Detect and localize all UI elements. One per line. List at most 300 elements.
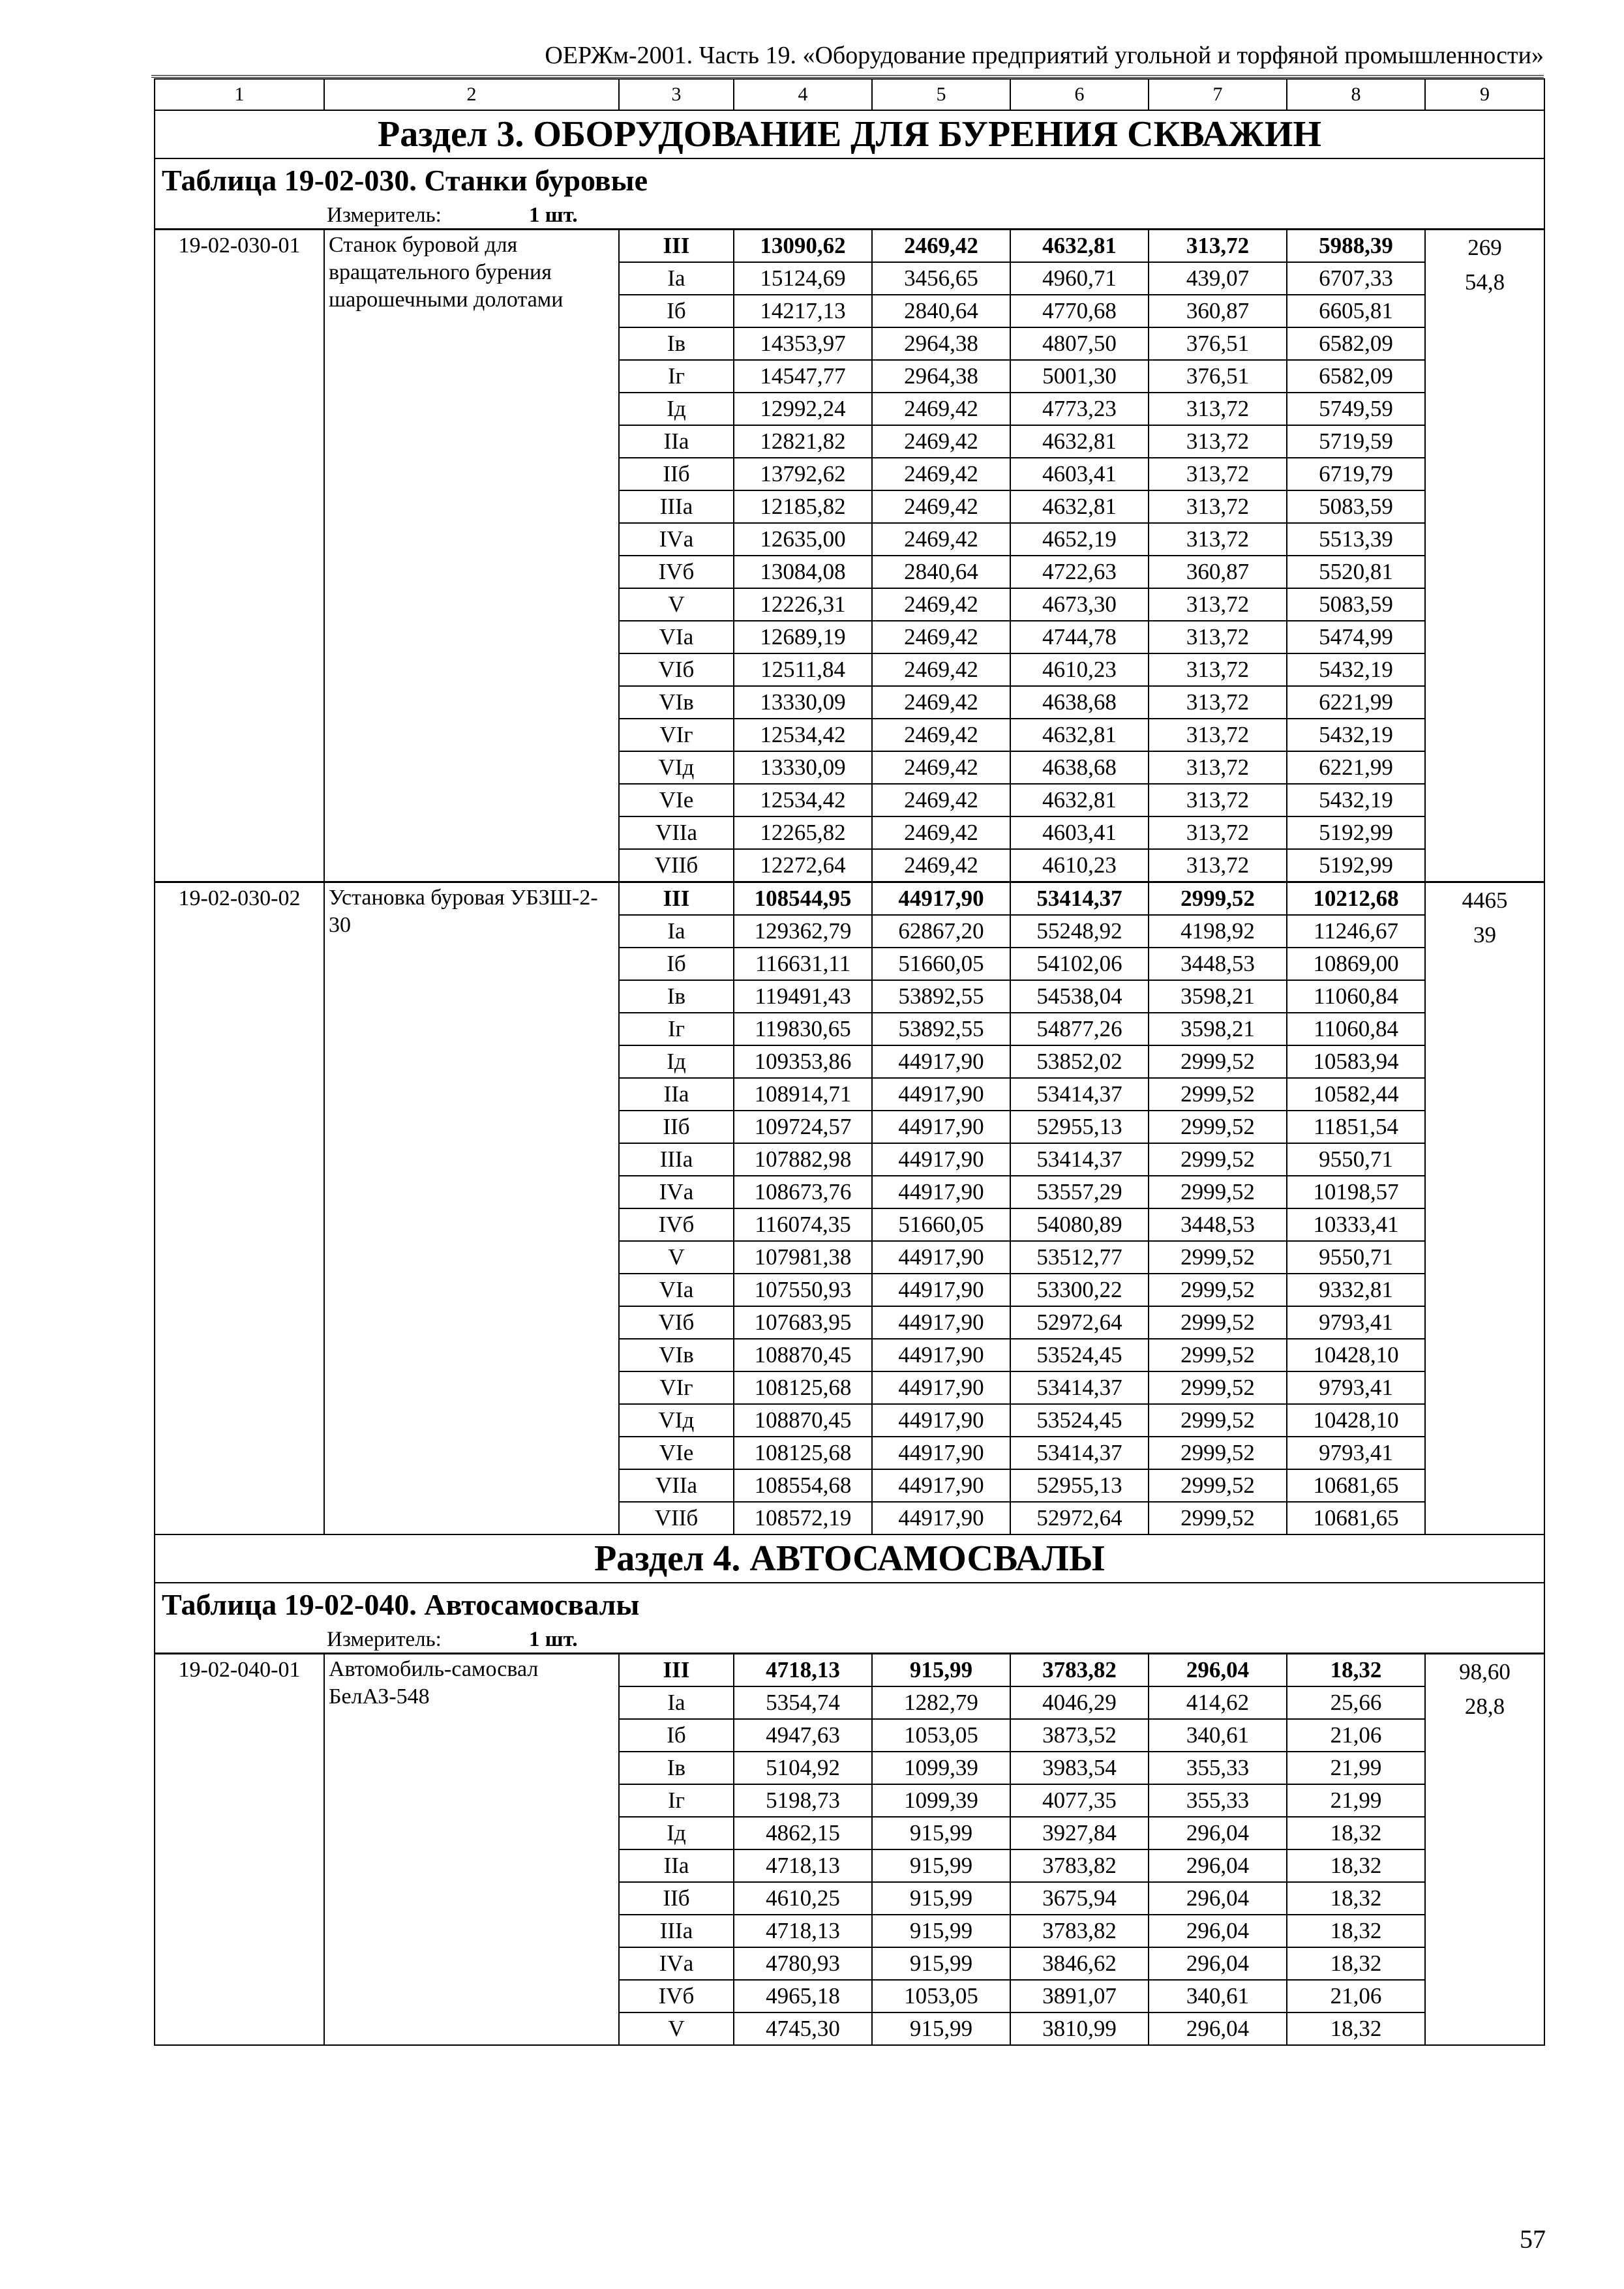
zone-cell: Iв [619,327,734,360]
value-cell: 2840,64 [872,556,1010,588]
value-cell: 53892,55 [872,1013,1010,1045]
value-cell: 3846,62 [1010,1947,1149,1980]
value-cell: 12265,82 [734,816,872,849]
value-cell: 14547,77 [734,360,872,393]
value-cell: 1053,05 [872,1980,1010,2012]
column-number: 4 [734,79,872,110]
zone-cell: Iа [619,915,734,948]
value-cell: 296,04 [1149,1654,1287,1687]
value-cell: 53524,45 [1010,1404,1149,1437]
value-cell: 10198,57 [1287,1176,1425,1208]
zone-cell: IVб [619,556,734,588]
value-cell: 108125,68 [734,1437,872,1469]
value-cell: 108673,76 [734,1176,872,1208]
value-cell: 44917,90 [872,1045,1010,1078]
value-cell: 12534,42 [734,784,872,816]
value-cell: 5083,59 [1287,490,1425,523]
value-cell: 107882,98 [734,1143,872,1176]
column-9-value: 4465 [1462,888,1508,913]
section-row [155,1534,1544,1583]
value-cell: 12511,84 [734,653,872,686]
value-cell: 2999,52 [1149,1404,1287,1437]
price-table [154,78,1545,2046]
value-cell: 18,32 [1287,1654,1425,1687]
value-cell: 2469,42 [872,784,1010,816]
zone-cell: III [619,882,734,916]
value-cell: 21,99 [1287,1784,1425,1817]
value-cell: 116074,35 [734,1208,872,1241]
value-cell: 4632,81 [1010,425,1149,458]
column-number: 8 [1287,79,1425,110]
value-cell: 313,72 [1149,784,1287,816]
zone-cell: VIа [619,621,734,653]
column-9-cell [1425,882,1544,1535]
item-name: Автомобиль-самосвал БелАЗ-548 [324,1654,619,2046]
value-cell: 2840,64 [872,295,1010,327]
value-cell: 11060,84 [1287,980,1425,1013]
value-cell: 14217,13 [734,295,872,327]
value-cell: 108870,45 [734,1404,872,1437]
value-cell: 12534,42 [734,719,872,751]
zone-cell: Iг [619,1013,734,1045]
value-cell: 915,99 [872,1817,1010,1849]
value-cell: 44917,90 [872,1404,1010,1437]
value-cell: 53892,55 [872,980,1010,1013]
value-cell: 4947,63 [734,1719,872,1752]
value-cell: 21,06 [1287,1719,1425,1752]
value-cell: 51660,05 [872,948,1010,980]
value-cell: 360,87 [1149,295,1287,327]
value-cell: 18,32 [1287,1817,1425,1849]
value-cell: 44917,90 [872,1339,1010,1371]
zone-cell: VIа [619,1274,734,1306]
value-cell: 3873,52 [1010,1719,1149,1752]
value-cell: 915,99 [872,1654,1010,1687]
value-cell: 54538,04 [1010,980,1149,1013]
value-cell: 44917,90 [872,1306,1010,1339]
value-cell: 5192,99 [1287,816,1425,849]
value-cell: 10428,10 [1287,1339,1425,1371]
value-cell: 4960,71 [1010,262,1149,295]
value-cell: 13792,62 [734,458,872,490]
value-cell: 313,72 [1149,621,1287,653]
value-cell: 53557,29 [1010,1176,1149,1208]
value-cell: 18,32 [1287,1882,1425,1915]
value-cell: 108914,71 [734,1078,872,1111]
value-cell: 4603,41 [1010,816,1149,849]
value-cell: 3783,82 [1010,1915,1149,1947]
value-cell: 313,72 [1149,230,1287,263]
value-cell: 2469,42 [872,816,1010,849]
column-number: 9 [1425,79,1544,110]
zone-cell: IIIа [619,1915,734,1947]
value-cell: 18,32 [1287,1849,1425,1882]
column-number: 5 [872,79,1010,110]
value-cell: 12992,24 [734,393,872,425]
zone-cell: V [619,588,734,621]
value-cell: 44917,90 [872,1469,1010,1502]
value-cell: 4652,19 [1010,523,1149,556]
value-cell: 11851,54 [1287,1111,1425,1143]
value-cell: 5520,81 [1287,556,1425,588]
value-cell: 5749,59 [1287,393,1425,425]
value-cell: 2999,52 [1149,1306,1287,1339]
value-cell: 53414,37 [1010,1143,1149,1176]
value-cell: 6221,99 [1287,686,1425,719]
value-cell: 2999,52 [1149,1045,1287,1078]
value-cell: 4610,23 [1010,653,1149,686]
value-cell: 4770,68 [1010,295,1149,327]
value-cell: 313,72 [1149,816,1287,849]
value-cell: 1099,39 [872,1784,1010,1817]
zone-cell: VIг [619,1371,734,1404]
value-cell: 53414,37 [1010,1437,1149,1469]
value-cell: 2469,42 [872,230,1010,263]
item-name: Установка буровая УБЗШ-2-30 [324,882,619,1535]
value-cell: 313,72 [1149,588,1287,621]
value-cell: 313,72 [1149,653,1287,686]
value-cell: 107683,95 [734,1306,872,1339]
column-number: 3 [619,79,734,110]
value-cell: 116631,11 [734,948,872,980]
value-cell: 6605,81 [1287,295,1425,327]
value-cell: 12689,19 [734,621,872,653]
value-cell: 44917,90 [872,1176,1010,1208]
measure-row [155,202,1544,230]
item-name: Станок буровой для вращательного бурения шарошечными долотами [324,230,619,882]
value-cell: 21,06 [1287,1980,1425,2012]
value-cell: 2469,42 [872,523,1010,556]
zone-cell: IVб [619,1980,734,2012]
item-code: 19-02-040-01 [155,1654,324,2046]
value-cell: 2469,42 [872,458,1010,490]
value-cell: 54877,26 [1010,1013,1149,1045]
value-cell: 13084,08 [734,556,872,588]
value-cell: 313,72 [1149,719,1287,751]
value-cell: 107981,38 [734,1241,872,1274]
measure-cell [155,202,1544,230]
value-cell: 340,61 [1149,1980,1287,2012]
value-cell: 2999,52 [1149,1371,1287,1404]
value-cell: 5104,92 [734,1752,872,1784]
zone-cell: IVа [619,523,734,556]
zone-cell: Iа [619,1686,734,1719]
value-cell: 915,99 [872,1882,1010,1915]
zone-cell: V [619,2012,734,2045]
value-cell: 439,07 [1149,262,1287,295]
value-cell: 4807,50 [1010,327,1149,360]
value-cell: 1053,05 [872,1719,1010,1752]
value-cell: 13330,09 [734,751,872,784]
value-cell: 2469,42 [872,621,1010,653]
value-cell: 4722,63 [1010,556,1149,588]
table-title: Таблица 19-02-040. Автосамосвалы [155,1583,1544,1626]
value-cell: 9550,71 [1287,1143,1425,1176]
value-cell: 5432,19 [1287,784,1425,816]
value-cell: 9793,41 [1287,1437,1425,1469]
value-cell: 12185,82 [734,490,872,523]
zone-cell: VIIб [619,1502,734,1534]
value-cell: 355,33 [1149,1752,1287,1784]
value-cell: 4632,81 [1010,719,1149,751]
value-cell: 296,04 [1149,1947,1287,1980]
value-cell: 13330,09 [734,686,872,719]
value-cell: 376,51 [1149,360,1287,393]
value-cell: 2469,42 [872,849,1010,882]
value-cell: 10681,65 [1287,1502,1425,1534]
zone-cell: Iб [619,1719,734,1752]
column-number-row [155,79,1544,110]
value-cell: 6582,09 [1287,360,1425,393]
page-number: 57 [1520,2224,1546,2254]
measure-cell [155,1626,1544,1654]
value-cell: 2469,42 [872,425,1010,458]
section-row [155,110,1544,158]
column-9-value: 39 [1473,922,1496,948]
value-cell: 4773,23 [1010,393,1149,425]
value-cell: 5001,30 [1010,360,1149,393]
zone-cell: VIг [619,719,734,751]
zone-cell: IVб [619,1208,734,1241]
column-9-value: 54,8 [1464,269,1505,295]
value-cell: 44917,90 [872,882,1010,916]
value-cell: 5432,19 [1287,719,1425,751]
value-cell: 3456,65 [872,262,1010,295]
value-cell: 313,72 [1149,849,1287,882]
value-cell: 3448,53 [1149,1208,1287,1241]
value-cell: 355,33 [1149,1784,1287,1817]
value-cell: 4046,29 [1010,1686,1149,1719]
value-cell: 4603,41 [1010,458,1149,490]
value-cell: 5988,39 [1287,230,1425,263]
value-cell: 108554,68 [734,1469,872,1502]
column-9-cell [1425,1654,1544,2046]
value-cell: 4718,13 [734,1915,872,1947]
value-cell: 109724,57 [734,1111,872,1143]
zone-cell: VIв [619,1339,734,1371]
value-cell: 915,99 [872,1849,1010,1882]
zone-cell: VIв [619,686,734,719]
value-cell: 4610,25 [734,1882,872,1915]
value-cell: 4077,35 [1010,1784,1149,1817]
value-cell: 119830,65 [734,1013,872,1045]
value-cell: 3448,53 [1149,948,1287,980]
value-cell: 109353,86 [734,1045,872,1078]
value-cell: 10333,41 [1287,1208,1425,1241]
section-title: Раздел 4. АВТОСАМОСВАЛЫ [155,1534,1544,1583]
value-cell: 313,72 [1149,393,1287,425]
value-cell: 313,72 [1149,686,1287,719]
zone-cell: VIIб [619,849,734,882]
value-cell: 53300,22 [1010,1274,1149,1306]
value-cell: 6719,79 [1287,458,1425,490]
value-cell: 4718,13 [734,1654,872,1687]
value-cell: 10583,94 [1287,1045,1425,1078]
value-cell: 4673,30 [1010,588,1149,621]
value-cell: 296,04 [1149,1817,1287,1849]
value-cell: 129362,79 [734,915,872,948]
value-cell: 44917,90 [872,1371,1010,1404]
value-cell: 3783,82 [1010,1654,1149,1687]
zone-cell: IIа [619,425,734,458]
value-cell: 2999,52 [1149,1274,1287,1306]
value-cell: 108870,45 [734,1339,872,1371]
value-cell: 11246,67 [1287,915,1425,948]
value-cell: 376,51 [1149,327,1287,360]
zone-cell: V [619,1241,734,1274]
zone-cell: VIIа [619,1469,734,1502]
value-cell: 13090,62 [734,230,872,263]
value-cell: 4632,81 [1010,490,1149,523]
value-cell: 54080,89 [1010,1208,1149,1241]
zone-cell: Iб [619,295,734,327]
value-cell: 15124,69 [734,262,872,295]
value-cell: 2999,52 [1149,1469,1287,1502]
zone-cell: Iв [619,980,734,1013]
section-title: Раздел 3. ОБОРУДОВАНИЕ ДЛЯ БУРЕНИЯ СКВАЖИН [155,110,1544,158]
value-cell: 10212,68 [1287,882,1425,916]
value-cell: 2469,42 [872,588,1010,621]
value-cell: 4638,68 [1010,686,1149,719]
zone-cell: Iд [619,1045,734,1078]
value-cell: 2999,52 [1149,882,1287,916]
value-cell: 18,32 [1287,1915,1425,1947]
value-cell: 4198,92 [1149,915,1287,948]
value-cell: 52972,64 [1010,1306,1149,1339]
zone-cell: III [619,1654,734,1687]
zone-cell: VIд [619,751,734,784]
value-cell: 3983,54 [1010,1752,1149,1784]
value-cell: 53414,37 [1010,882,1149,916]
value-cell: 2999,52 [1149,1339,1287,1371]
value-cell: 3598,21 [1149,980,1287,1013]
zone-cell: Iд [619,1817,734,1849]
value-cell: 1282,79 [872,1686,1010,1719]
item-code: 19-02-030-02 [155,882,324,1535]
value-cell: 5474,99 [1287,621,1425,653]
table-row [155,230,1544,263]
value-cell: 313,72 [1149,425,1287,458]
value-cell: 10428,10 [1287,1404,1425,1437]
zone-cell: VIIа [619,816,734,849]
zone-cell: IVа [619,1947,734,1980]
column-number: 1 [155,79,324,110]
value-cell: 18,32 [1287,1947,1425,1980]
value-cell: 2469,42 [872,751,1010,784]
value-cell: 4965,18 [734,1980,872,2012]
value-cell: 3891,07 [1010,1980,1149,2012]
table-title-row [155,158,1544,202]
zone-cell: Iг [619,1784,734,1817]
value-cell: 52955,13 [1010,1111,1149,1143]
value-cell: 14353,97 [734,327,872,360]
table-row [155,882,1544,916]
value-cell: 52972,64 [1010,1502,1149,1534]
value-cell: 3783,82 [1010,1849,1149,1882]
zone-cell: IIб [619,1111,734,1143]
value-cell: 10582,44 [1287,1078,1425,1111]
value-cell: 51660,05 [872,1208,1010,1241]
value-cell: 10681,65 [1287,1469,1425,1502]
value-cell: 2999,52 [1149,1437,1287,1469]
zone-cell: VIб [619,1306,734,1339]
value-cell: 2999,52 [1149,1111,1287,1143]
table-title: Таблица 19-02-030. Станки буровые [155,158,1544,202]
value-cell: 44917,90 [872,1437,1010,1469]
column-number: 2 [324,79,619,110]
zone-cell: IIIа [619,490,734,523]
value-cell: 62867,20 [872,915,1010,948]
measure-label: Измеритель: [327,203,442,227]
value-cell: 5354,74 [734,1686,872,1719]
value-cell: 44917,90 [872,1241,1010,1274]
column-number: 6 [1010,79,1149,110]
value-cell: 4862,15 [734,1817,872,1849]
value-cell: 54102,06 [1010,948,1149,980]
value-cell: 2469,42 [872,653,1010,686]
value-cell: 6582,09 [1287,327,1425,360]
value-cell: 296,04 [1149,1849,1287,1882]
value-cell: 53852,02 [1010,1045,1149,1078]
value-cell: 12226,31 [734,588,872,621]
value-cell: 53414,37 [1010,1371,1149,1404]
value-cell: 4744,78 [1010,621,1149,653]
value-cell: 5432,19 [1287,653,1425,686]
value-cell: 5083,59 [1287,588,1425,621]
column-number: 7 [1149,79,1287,110]
value-cell: 296,04 [1149,2012,1287,2045]
value-cell: 2999,52 [1149,1241,1287,1274]
zone-cell: Iв [619,1752,734,1784]
value-cell: 5719,59 [1287,425,1425,458]
value-cell: 915,99 [872,2012,1010,2045]
value-cell: 3598,21 [1149,1013,1287,1045]
value-cell: 915,99 [872,1947,1010,1980]
column-9-value: 269 [1467,235,1502,260]
zone-cell: IIб [619,1882,734,1915]
running-header: ОЕРЖм-2001. Часть 19. «Оборудование предприятий угольной и торфяной промышленности» [151,36,1544,78]
value-cell: 44917,90 [872,1502,1010,1534]
value-cell: 2469,42 [872,719,1010,751]
value-cell: 12635,00 [734,523,872,556]
value-cell: 53414,37 [1010,1078,1149,1111]
value-cell: 296,04 [1149,1882,1287,1915]
value-cell: 107550,93 [734,1274,872,1306]
value-cell: 11060,84 [1287,1013,1425,1045]
value-cell: 1099,39 [872,1752,1010,1784]
value-cell: 53524,45 [1010,1339,1149,1371]
zone-cell: IVа [619,1176,734,1208]
value-cell: 313,72 [1149,458,1287,490]
table-title-row [155,1583,1544,1626]
measure-value: 1 шт. [529,1628,578,1651]
value-cell: 2999,52 [1149,1143,1287,1176]
measure-label: Измеритель: [327,1628,442,1651]
value-cell: 3810,99 [1010,2012,1149,2045]
value-cell: 108125,68 [734,1371,872,1404]
value-cell: 44917,90 [872,1274,1010,1306]
value-cell: 414,62 [1149,1686,1287,1719]
value-cell: 340,61 [1149,1719,1287,1752]
value-cell: 313,72 [1149,523,1287,556]
value-cell: 9793,41 [1287,1306,1425,1339]
value-cell: 52955,13 [1010,1469,1149,1502]
value-cell: 313,72 [1149,751,1287,784]
value-cell: 12821,82 [734,425,872,458]
value-cell: 4632,81 [1010,784,1149,816]
value-cell: 6221,99 [1287,751,1425,784]
value-cell: 2964,38 [872,327,1010,360]
